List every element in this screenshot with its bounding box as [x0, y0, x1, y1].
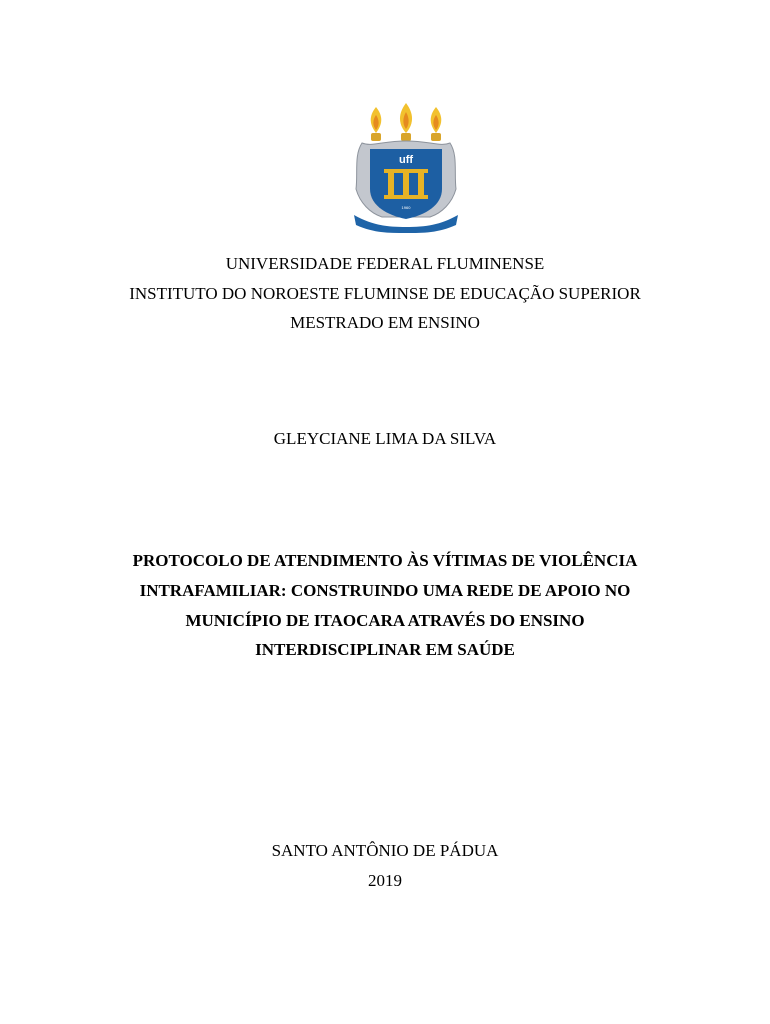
svg-text:1960: 1960 — [401, 205, 411, 210]
author-name: GLEYCIANE LIMA DA SILVA — [273, 429, 497, 448]
title-line: MUNICÍPIO DE ITAOCARA ATRAVÉS DO ENSINO — [185, 610, 585, 630]
crest-text: uff — [398, 154, 414, 166]
institute-name: INSTITUTO DO NOROESTE FLUMINSE DE EDUCAÇÃO SUPERIOR — [129, 283, 641, 303]
year: 2019 — [368, 870, 402, 890]
place-date-block — [0, 836, 770, 895]
title-line: INTRAFAMILIAR: CONSTRUINDO UMA REDE DE APOIO NO — [139, 580, 631, 600]
author-block — [0, 424, 770, 454]
program-name: MESTRADO EM ENSINO — [290, 313, 480, 332]
university-crest-logo — [352, 103, 460, 233]
torch-flames — [371, 103, 442, 141]
university-name: UNIVERSIDADE FEDERAL FLUMINENSE — [225, 254, 545, 273]
title-line: PROTOCOLO DE ATENDIMENTO ÀS VÍTIMAS DE VIOLÊNCIA — [132, 551, 638, 570]
institution-block — [0, 249, 770, 338]
title-line: INTERDISCIPLINAR EM SAÚDE — [255, 640, 515, 660]
columns — [384, 169, 428, 199]
thesis-title — [0, 546, 770, 665]
city: SANTO ANTÔNIO DE PÁDUA — [271, 841, 499, 860]
